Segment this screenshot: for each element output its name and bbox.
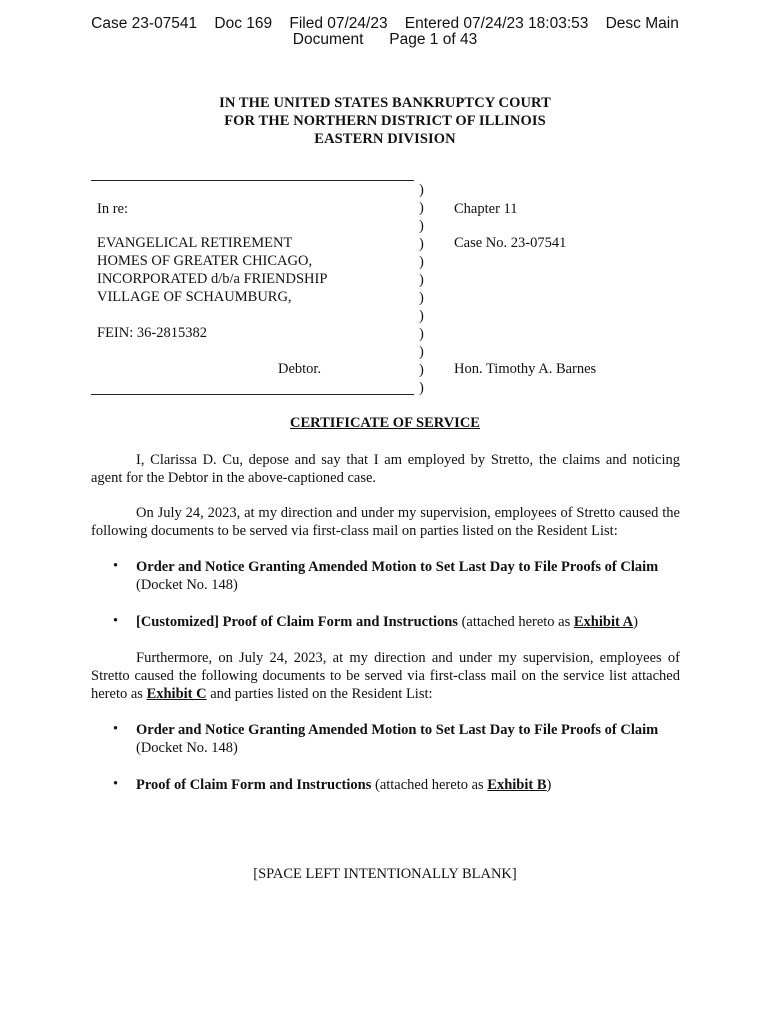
bullet-glyph: • (113, 776, 119, 792)
paragraph-service-2 (91, 649, 680, 703)
bullet-glyph: • (113, 613, 119, 629)
exhibit-reference: Exhibit C (146, 686, 207, 702)
debtor-name-line2: HOMES OF GREATER CHICAGO, (97, 253, 313, 269)
caption-paren: ) (419, 218, 424, 234)
filing-header-line1: Case 23-07541 Doc 169 Filed 07/24/23 Entered 07/24/23 18:03:53 Desc Main (91, 15, 679, 32)
paragraph-text: Furthermore, on July 24, 2023, at my direction and under my supervision, employees of Stretto caused the following documents to be served via first-class mail on the service list attached hereto as (91, 650, 680, 702)
paragraph-text: On July 24, 2023, at my direction and under my supervision, employees of Stretto caused the following documents to be served via first-class mail on parties listed on the Resident List: (91, 505, 680, 539)
document-title: CERTIFICATE OF SERVICE (290, 415, 480, 431)
exhibit-reference: Exhibit B (487, 777, 547, 793)
caption-paren: ) (419, 182, 424, 198)
served-document-detail: (attached hereto as (371, 777, 488, 793)
list-item (136, 613, 681, 631)
closing-paren: ) (633, 614, 638, 630)
debtor-name-line4: VILLAGE OF SCHAUMBURG, (97, 289, 292, 305)
bullet-glyph: • (113, 721, 119, 737)
paragraph-text: and parties listed on the Resident List: (206, 686, 433, 702)
list-item (136, 721, 681, 757)
caption-paren: ) (419, 326, 424, 342)
bullet-glyph: • (113, 558, 119, 574)
court-district: FOR THE NORTHERN DISTRICT OF ILLINOIS (224, 113, 546, 129)
exhibit-reference: Exhibit A (573, 614, 634, 630)
served-document-title: Order and Notice Granting Amended Motion to Set Last Day to File Proofs of Claim (136, 559, 659, 575)
caption-paren: ) (419, 272, 424, 288)
served-document-detail: (Docket No. 148) (136, 740, 238, 756)
paragraph-service-1 (91, 504, 680, 540)
caption-top-rule (91, 180, 414, 181)
caption-paren: ) (419, 200, 424, 216)
served-document-title: Proof of Claim Form and Instructions (136, 777, 372, 793)
intentionally-blank-notice: [SPACE LEFT INTENTIONALLY BLANK] (253, 866, 517, 882)
caption-in-re: In re: (97, 201, 128, 217)
debtor-name-line1: EVANGELICAL RETIREMENT (97, 235, 293, 251)
caption-paren: ) (419, 380, 424, 396)
served-document-title: Order and Notice Granting Amended Motion to Set Last Day to File Proofs of Claim (136, 722, 659, 738)
caption-paren: ) (419, 344, 424, 360)
caption-paren: ) (419, 290, 424, 306)
paragraph-text: I, Clarissa D. Cu, depose and say that I am employed by Stretto, the claims and noticing agent for the Debtor in the above-captioned case. (91, 452, 680, 486)
caption-paren: ) (419, 362, 424, 378)
caption-bottom-rule (91, 394, 414, 395)
caption-paren: ) (419, 236, 424, 252)
judge-name: Hon. Timothy A. Barnes (454, 361, 597, 377)
paragraph-declarant (91, 451, 680, 487)
chapter-label: Chapter 11 (454, 201, 518, 217)
served-document-detail: (attached hereto as (457, 614, 574, 630)
served-document-detail: (Docket No. 148) (136, 577, 238, 593)
caption-paren: ) (419, 254, 424, 270)
served-document-title: [Customized] Proof of Claim Form and Instructions (136, 614, 458, 630)
case-number: Case No. 23-07541 (454, 235, 567, 251)
list-item (136, 776, 681, 794)
filing-header-line2: Document Page 1 of 43 (292, 31, 478, 48)
debtor-name-line3: INCORPORATED d/b/a FRIENDSHIP (97, 271, 328, 287)
court-division: EASTERN DIVISION (314, 131, 456, 147)
fein-number: FEIN: 36-2815382 (97, 325, 207, 341)
list-item (136, 558, 681, 594)
closing-paren: ) (546, 777, 552, 793)
court-name: IN THE UNITED STATES BANKRUPTCY COURT (219, 95, 551, 111)
caption-paren: ) (419, 308, 424, 324)
debtor-label: Debtor. (278, 361, 322, 377)
